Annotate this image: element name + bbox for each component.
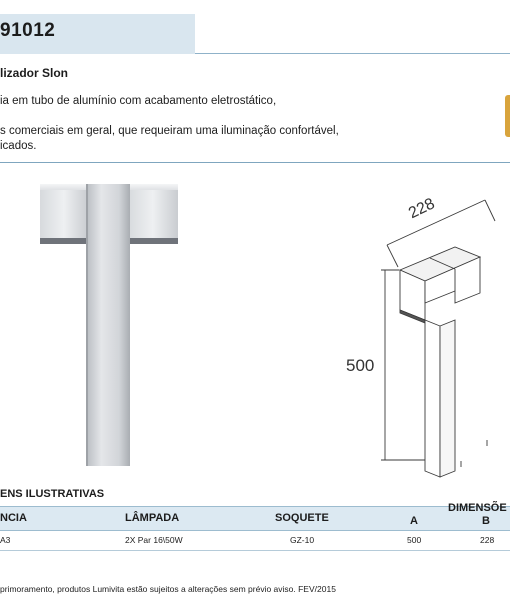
lamp-head-left	[40, 184, 88, 242]
cell-reference: A3	[0, 535, 11, 545]
product-name: lizador Slon	[0, 66, 69, 80]
width-dimension-label: 228	[406, 195, 438, 223]
cell-socket: GZ-10	[290, 535, 315, 545]
title-rule	[195, 53, 510, 54]
lamp-post	[86, 184, 130, 466]
illustrative-images-label: ENS ILUSTRATIVAS	[0, 488, 105, 500]
product-photo	[0, 170, 300, 480]
header-reference: NCIA	[0, 512, 27, 524]
cell-dimension-a: 500	[407, 535, 422, 545]
lamp-post-edge	[86, 184, 88, 466]
cell-lamp: 2X Par 16\50W	[125, 535, 183, 545]
cell-dimension-b: 228	[480, 535, 495, 545]
lamp-head-right	[128, 184, 178, 242]
table-header-band	[0, 506, 510, 531]
height-dimension-label: 500	[346, 356, 375, 375]
width-dim-tick-1	[387, 245, 398, 267]
header-dimensions: DIMENSÕE	[448, 502, 507, 514]
technical-drawing	[335, 195, 510, 480]
header-lamp: LÂMPADA	[125, 512, 180, 524]
page-edge-accent	[505, 95, 510, 137]
header-dimension-a: A	[410, 515, 418, 527]
header-socket: SOQUETE	[275, 512, 329, 524]
footer-note: primoramento, produtos Lumivita estão sujeitos a alterações sem prévio aviso. FEV/2015	[0, 584, 336, 594]
width-dim-tick-2	[485, 200, 495, 221]
description-block	[0, 124, 380, 154]
lamp-head-shadow-left	[40, 238, 88, 244]
description-line-1: ia em tubo de alumínio com acabamento eletrostático,	[0, 95, 277, 107]
product-code: 91012	[0, 20, 56, 41]
lamp-head-shadow-right	[128, 238, 178, 244]
table-row-rule	[0, 550, 510, 551]
post-front-face	[425, 320, 440, 477]
section-divider	[0, 162, 510, 163]
header-dimension-b: B	[482, 515, 490, 527]
post-side-face	[440, 320, 455, 477]
description-line-2: s comerciais em geral, que requeiram uma iluminação confortável,	[0, 125, 339, 137]
description-line-3: icados.	[0, 140, 37, 152]
